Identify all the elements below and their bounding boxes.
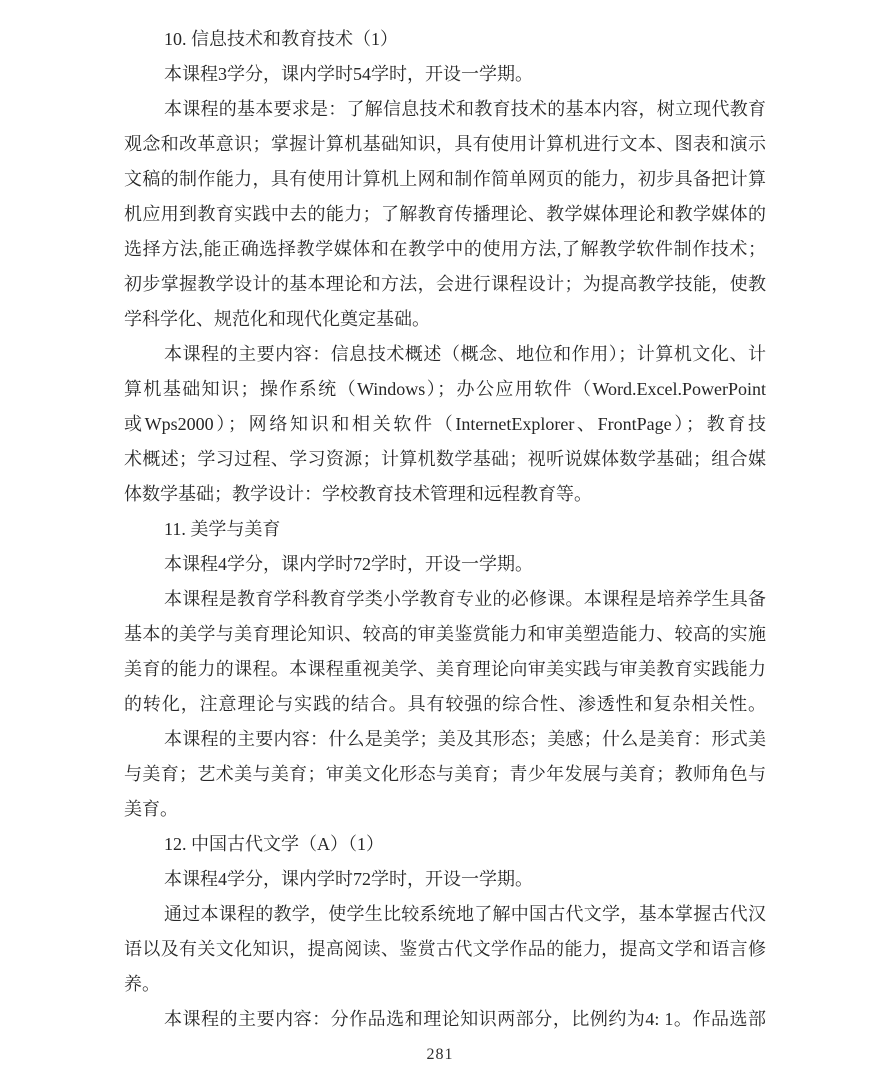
text-line: 与美育；艺术美与美育；审美文化形态与美育；青少年发展与美育；教师角色与: [124, 764, 766, 784]
text-line: 体数学基础；教学设计：学校教育技术管理和远程教育等。: [124, 484, 592, 504]
text-line: 学科学化、规范化和现代化奠定基础。: [124, 309, 430, 329]
text-line: 养。: [124, 974, 160, 994]
text-line: 本课程4学分，课内学时72学时，开设一学期。: [164, 869, 533, 889]
text-line: 机应用到教育实践中去的能力；了解教育传播理论、教学媒体理论和教学媒体的: [124, 204, 766, 224]
text-line: 12. 中国古代文学（A）（1）: [164, 834, 384, 854]
text-line: 本课程的主要内容：什么是美学；美及其形态；美感；什么是美育：形式美: [164, 729, 766, 749]
text-line: 初步掌握教学设计的基本理论和方法，会进行课程设计；为提高教学技能，使教: [124, 274, 766, 294]
text-line: 本课程3学分，课内学时54学时，开设一学期。: [164, 64, 533, 84]
text-line: 美育。: [124, 799, 178, 819]
text-line: 算机基础知识；操作系统（Windows）；办公应用软件（Word.Excel.PowerPoint: [124, 379, 766, 399]
text-line: 的转化，注意理论与实践的结合。具有较强的综合性、渗透性和复杂相关性。: [124, 694, 766, 714]
text-line: 10. 信息技术和教育技术（1）: [164, 29, 398, 49]
text-line: 本课程4学分，课内学时72学时，开设一学期。: [164, 554, 533, 574]
text-line: 术概述；学习过程、学习资源；计算机数学基础；视听说媒体数学基础；组合媒: [124, 449, 766, 469]
text-line: 语以及有关文化知识，提高阅读、鉴赏古代文学作品的能力，提高文学和语言修: [124, 939, 766, 959]
text-line: 基本的美学与美育理论知识、较高的审美鉴赏能力和审美塑造能力、较高的实施: [124, 624, 766, 644]
text-line: 11. 美学与美育: [164, 519, 281, 539]
text-line: 观念和改革意识；掌握计算机基础知识，具有使用计算机进行文本、图表和演示: [124, 134, 766, 154]
text-line: 文稿的制作能力，具有使用计算机上网和制作简单网页的能力，初步具备把计算: [124, 169, 766, 189]
document-body: [124, 22, 766, 1037]
text-line: 本课程是教育学科教育学类小学教育专业的必修课。本课程是培养学生具备: [164, 589, 766, 609]
text-line: 本课程的主要内容：分作品选和理论知识两部分，比例约为4: 1。作品选部: [164, 1009, 766, 1029]
text-line: 本课程的基本要求是：了解信息技术和教育技术的基本内容，树立现代教育: [164, 99, 766, 119]
text-line: 或Wps2000）；网络知识和相关软件（InternetExplorer、FrontPage）；教育技: [124, 414, 766, 434]
page-number: 281: [426, 1046, 454, 1063]
text-line: 本课程的主要内容：信息技术概述（概念、地位和作用）；计算机文化、计: [164, 344, 766, 364]
text-line: 美育的能力的课程。本课程重视美学、美育理论向审美实践与审美教育实践能力: [124, 659, 766, 679]
text-line: 选择方法,能正确选择教学媒体和在教学中的使用方法,了解教学软件制作技术；: [124, 239, 766, 259]
text-line: 通过本课程的教学，使学生比较系统地了解中国古代文学，基本掌握古代汉: [164, 904, 766, 924]
